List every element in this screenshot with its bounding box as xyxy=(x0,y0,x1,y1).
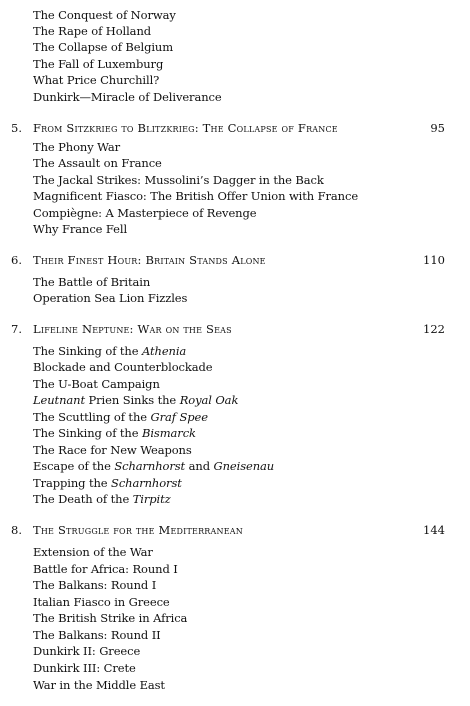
toc-item xyxy=(33,610,187,626)
toc-item xyxy=(33,627,161,643)
toc-item xyxy=(33,458,274,474)
toc-item xyxy=(33,442,192,458)
toc-item xyxy=(33,392,238,408)
chapter-number: 5. xyxy=(11,121,22,135)
toc-item xyxy=(33,359,212,375)
toc-item xyxy=(33,561,178,577)
toc-item xyxy=(33,475,182,491)
toc-item xyxy=(33,577,156,593)
item-text: The Assault on France xyxy=(33,156,162,170)
toc-item xyxy=(33,425,196,441)
item-text: Extension of the War xyxy=(33,545,153,559)
chapter-heading xyxy=(11,522,445,538)
item-text: Escape of the xyxy=(33,459,115,473)
item-text: The Jackal Strikes: Mussolini’s Dagger in the Back xyxy=(33,173,324,187)
item-text-italic: Scharnhorst xyxy=(114,459,186,473)
item-text-italic: Leutnant xyxy=(33,393,85,407)
item-text: Why France Fell xyxy=(33,222,128,236)
toc-item: What Price Churchill? xyxy=(33,73,160,87)
item-text: The Sinking of the xyxy=(33,344,142,358)
chapter-heading xyxy=(11,120,445,136)
toc-item xyxy=(33,290,187,306)
item-text-italic: Bismarck xyxy=(142,426,196,440)
chapter-heading xyxy=(11,321,445,337)
chapter-number: 7. xyxy=(11,322,22,336)
item-text: War in the Middle East xyxy=(33,678,165,692)
chapter-number: 8. xyxy=(11,523,22,537)
toc-item xyxy=(33,274,150,290)
toc-item xyxy=(33,376,160,392)
toc-item: The Conquest of Norway xyxy=(33,8,176,22)
toc-item: Dunkirk—Miracle of Deliverance xyxy=(33,90,222,104)
toc-item xyxy=(33,660,136,676)
item-text: Prien Sinks the xyxy=(84,393,180,407)
chapter-page-number: 110 xyxy=(423,253,445,267)
item-text-italic: Royal Oak xyxy=(179,393,239,407)
item-text: The Race for New Weapons xyxy=(33,443,192,457)
item-text: Magnificent Fiasco: The British Offer Union with France xyxy=(33,189,359,203)
item-text-italic: Gneisenau xyxy=(213,459,275,473)
toc-item xyxy=(33,221,127,237)
toc-item: The Rape of Holland xyxy=(33,24,152,38)
item-text: Dunkirk II: Greece xyxy=(33,644,141,658)
item-text: The U-Boat Campaign xyxy=(33,377,160,391)
item-text-italic: Scharnhorst xyxy=(111,476,182,490)
chapter-number: 6. xyxy=(11,253,22,267)
toc-item: The Collapse of Belgium xyxy=(33,40,174,54)
item-text: The Phony War xyxy=(33,140,121,154)
item-text: Dunkirk III: Crete xyxy=(33,661,136,675)
chapter-page-number: 122 xyxy=(423,322,445,336)
chapter-title: The Struggle for the Mediterranean xyxy=(33,523,243,537)
item-text: The Scuttling of the xyxy=(33,410,151,424)
item-text: The Death of the xyxy=(33,492,133,506)
toc-item xyxy=(33,139,120,155)
toc-item xyxy=(33,594,170,610)
toc-item xyxy=(33,491,171,507)
item-text: Operation Sea Lion Fizzles xyxy=(33,291,188,305)
item-text: Blockade and Counterblockade xyxy=(33,360,213,374)
item-text: The Balkans: Round II xyxy=(33,628,161,642)
chapter-page-number: 144 xyxy=(423,523,445,537)
toc-item xyxy=(33,172,324,188)
toc-item xyxy=(33,205,256,221)
item-text: Compiègne: A Masterpiece of Revenge xyxy=(33,206,257,220)
toc-item xyxy=(33,409,208,425)
item-text-italic: Tirpitz xyxy=(132,492,171,506)
item-text: Italian Fiasco in Greece xyxy=(33,595,170,609)
chapter-heading xyxy=(11,252,445,268)
item-text: The Balkans: Round I xyxy=(33,578,157,592)
toc-item: The Fall of Luxemburg xyxy=(33,57,164,71)
item-text: The Battle of Britain xyxy=(33,275,151,289)
item-text: Battle for Africa: Round I xyxy=(33,562,178,576)
toc-item xyxy=(33,155,162,171)
chapter-title: From Sitzkrieg to Blitzkrieg: The Collapse of France xyxy=(33,121,338,135)
chapter-page-number: 95 xyxy=(430,121,445,135)
toc-item xyxy=(33,643,140,659)
item-text: and xyxy=(185,459,214,473)
chapter-title: Lifeline Neptune: War on the Seas xyxy=(33,322,232,336)
chapter-title: Their Finest Hour: Britain Stands Alone xyxy=(33,253,266,267)
item-text-italic: Athenia xyxy=(142,344,187,358)
toc-item xyxy=(33,544,153,560)
toc-item xyxy=(33,343,186,359)
item-text-italic: Graf Spee xyxy=(150,410,208,424)
item-text: The Sinking of the xyxy=(33,426,142,440)
item-text: Trapping the xyxy=(33,476,112,490)
item-text: The British Strike in Africa xyxy=(33,611,188,625)
toc-item xyxy=(33,188,358,204)
toc-item xyxy=(33,677,165,693)
